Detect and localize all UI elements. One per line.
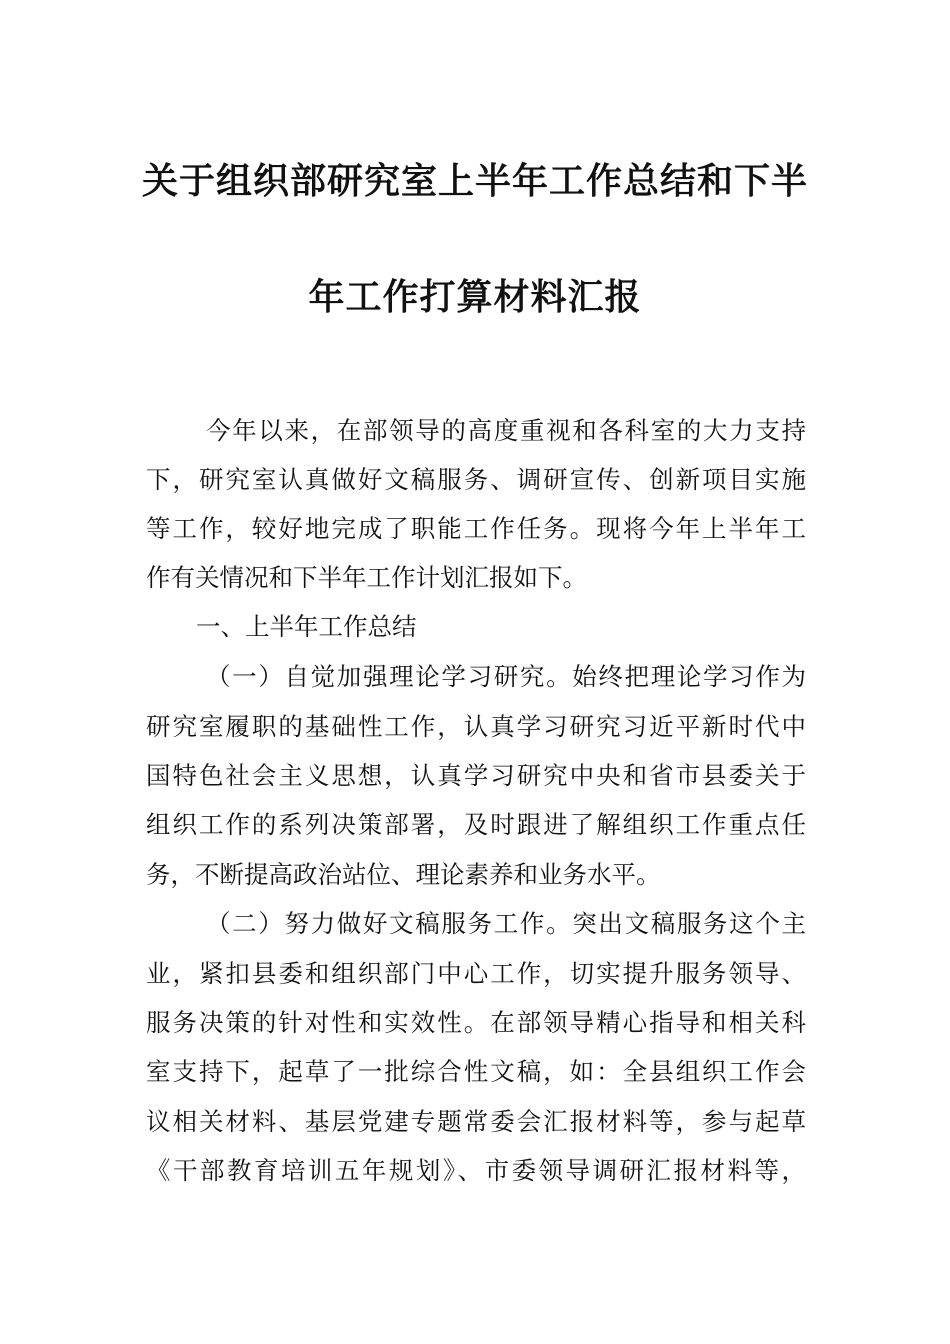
section-1-line-4: 组织工作的系列决策部署，及时跟进了解组织工作重点任: [146, 810, 806, 839]
intro-line-2: 下，研究室认真做好文稿服务、调研宣传、创新项目实施: [146, 465, 806, 494]
section-1-line-2: 研究室履职的基础性工作，认真学习研究习近平新时代中: [146, 712, 806, 741]
section-2-line-5: 议相关材料、基层党建专题常委会汇报材料等，参与起草: [146, 1107, 806, 1136]
section-heading: 一、上半年工作总结: [196, 612, 417, 641]
intro-line-3: 等工作，较好地完成了职能工作任务。现将今年上半年工: [146, 514, 806, 543]
section-2-line-6: 《干部教育培训五年规划》、市委领导调研汇报材料等，: [146, 1156, 806, 1185]
section-2-line-3: 服务决策的针对性和实效性。在部领导精心指导和相关科: [146, 1008, 806, 1037]
intro-line-1: 今年以来，在部领导的高度重视和各科室的大力支持: [206, 416, 806, 445]
section-2-line-2: 业，紧扣县委和组织部门中心工作，切实提升服务领导、: [146, 959, 806, 988]
document-title-line-2: 年工作打算材料汇报: [308, 277, 642, 318]
section-1-line-1: （一）自觉加强理论学习研究。始终把理论学习作为: [206, 662, 806, 691]
section-2-line-1: （二）努力做好文稿服务工作。突出文稿服务这个主: [206, 909, 806, 938]
intro-line-4: 作有关情况和下半年工作计划汇报如下。: [146, 563, 587, 592]
document-title-line-1: 关于组织部研究室上半年工作总结和下半: [141, 161, 808, 202]
section-1-line-5: 务，不断提高政治站位、理论素养和业务水平。: [146, 860, 661, 889]
section-1-line-3: 国特色社会主义思想，认真学习研究中央和省市县委关于: [146, 761, 806, 790]
section-2-line-4: 室支持下，起草了一批综合性文稿，如：全县组织工作会: [146, 1057, 806, 1086]
